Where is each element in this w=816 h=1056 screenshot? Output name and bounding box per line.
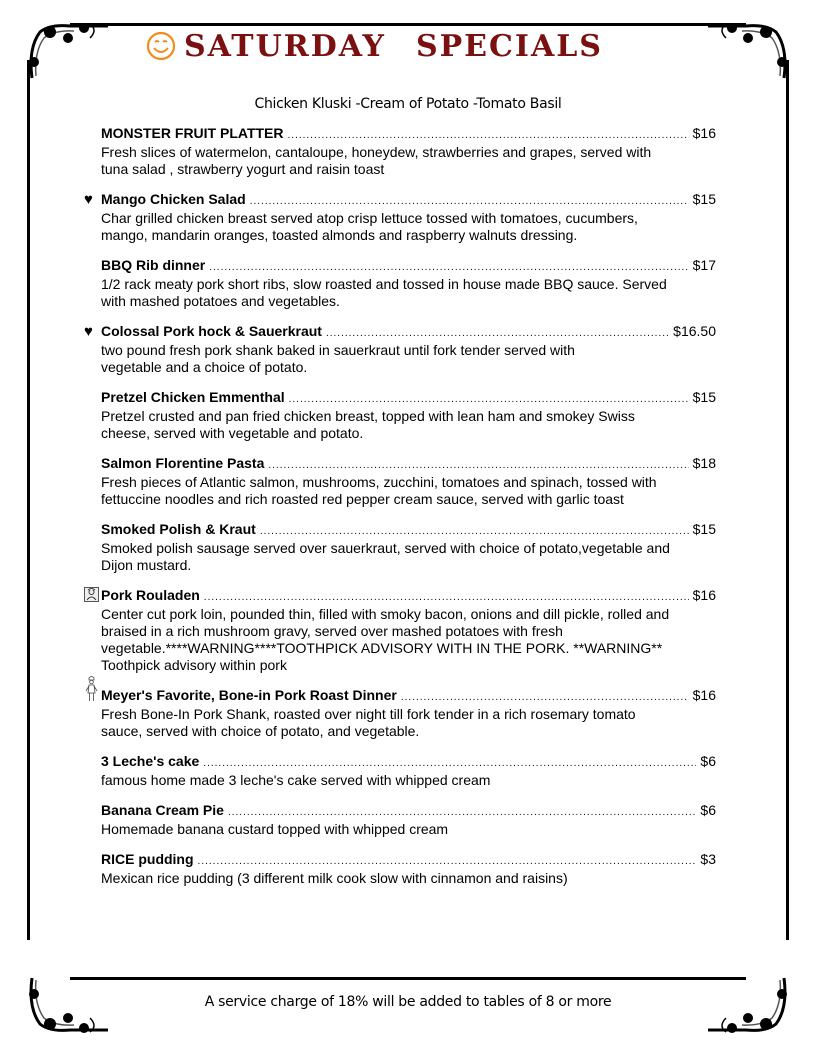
service-charge-note: A service charge of 18% will be added to tables of 8 or more xyxy=(204,994,612,1010)
menu-item-header xyxy=(101,389,716,408)
menu-item-name: Pretzel Chicken Emmenthal xyxy=(101,389,285,405)
menu-item-description: famous home made 3 leche's cake served with whipped cream xyxy=(101,772,491,788)
menu-item-name: MONSTER FRUIT PLATTER xyxy=(101,125,284,141)
ornament-corner-top-right-icon xyxy=(706,18,796,88)
menu-item-header xyxy=(101,753,716,772)
menu-item xyxy=(101,257,716,310)
menu-item-price: $16 xyxy=(692,125,716,141)
menu-item xyxy=(101,802,716,838)
menu-item-header xyxy=(101,521,716,540)
menu-item-name: Smoked Polish & Kraut xyxy=(101,521,256,537)
heart-icon: ♥ xyxy=(84,323,93,340)
menu-item-price: $18 xyxy=(692,455,716,471)
menu-item-name: Pork Rouladen xyxy=(101,587,200,603)
menu-item-description: Mexican rice pudding (3 different milk cook slow with cinnamon and raisins) xyxy=(101,870,568,886)
menu-item xyxy=(101,389,716,442)
dot-leader xyxy=(268,457,688,474)
menu-item-price: $16 xyxy=(692,587,716,603)
menu-item-description: Homemade banana custard topped with whipped cream xyxy=(101,821,449,837)
menu-item-header xyxy=(101,455,716,474)
title-word-specials: SPECIALS xyxy=(415,28,603,64)
title-word-saturday: SATURDAY xyxy=(184,28,386,64)
menu-item-name: Mango Chicken Salad xyxy=(101,191,246,207)
menu-item-description: Center cut pork loin, pounded thin, filled with smoky bacon, onions and dill pickle, rolled and braised in a rich mushroom gravy, served over mashed potatoes with fresh vegetable.****WARNING****TOOTHPICK ADVISORY WITH IN THE PORK. **WARNING** Toothpick advisory within pork xyxy=(101,606,670,673)
dot-leader xyxy=(204,589,689,606)
border-bottom xyxy=(70,977,746,980)
dot-leader xyxy=(250,193,689,210)
dot-leader xyxy=(260,523,689,540)
menu-item-name: 3 Leche's cake xyxy=(101,753,200,769)
menu-item xyxy=(101,851,716,887)
menu-item-name: RICE pudding xyxy=(101,851,194,867)
menu-item-header xyxy=(101,687,716,706)
menu-item-price: $3 xyxy=(700,851,716,867)
border-left xyxy=(27,60,30,940)
dot-leader xyxy=(326,325,669,342)
menu-item-price: $15 xyxy=(692,521,716,537)
chef-picture-icon xyxy=(84,586,99,603)
menu-item-description: Fresh pieces of Atlantic salmon, mushrooms, zucchini, tomatoes and spinach, tossed with fettuccine noodles and rich roasted red pepper cream sauce, served with garlic toast xyxy=(101,474,657,507)
menu-item-header xyxy=(101,802,716,821)
menu-item-price: $17 xyxy=(692,257,716,273)
menu-item-name: Meyer's Favorite, Bone-in Pork Roast Dinner xyxy=(101,687,397,703)
menu-item xyxy=(101,521,716,574)
border-right xyxy=(786,60,789,940)
dot-leader xyxy=(203,755,696,772)
dot-leader xyxy=(289,391,689,408)
menu-item xyxy=(101,753,716,789)
menu-item-price: $15 xyxy=(692,389,716,405)
dot-leader xyxy=(288,127,689,144)
menu-item-header xyxy=(101,323,716,342)
menu-item xyxy=(101,125,716,178)
menu-item-name: Banana Cream Pie xyxy=(101,802,224,818)
menu-list xyxy=(84,125,716,900)
menu-item-description: Fresh Bone-In Pork Shank, roasted over night till fork tender in a rich rosemary tomato sauce, served with choice of potato, and vegetable. xyxy=(101,706,636,739)
heart-icon: ♥ xyxy=(84,191,93,208)
menu-item-header xyxy=(101,125,716,144)
menu-item-description: Fresh slices of watermelon, cantaloupe, honeydew, strawberries and grapes, served with tuna salad , strawberry yogurt and raisin toast xyxy=(101,144,652,177)
page-title xyxy=(184,29,603,64)
menu-item-description: Char grilled chicken breast served atop crisp lettuce tossed with tomatoes, cucumbers, mango, mandarin oranges, toasted almonds and raspberry walnuts dressing. xyxy=(101,210,638,243)
menu-item-name: Colossal Pork hock & Sauerkraut xyxy=(101,323,322,339)
menu-item-header xyxy=(101,191,716,210)
dot-leader xyxy=(401,689,689,706)
menu-item-price: $16 xyxy=(692,687,716,703)
dot-leader xyxy=(198,853,697,870)
menu-item-description: two pound fresh pork shank baked in sauerkraut until fork tender served with vegetable and a choice of potato. xyxy=(101,342,575,375)
menu-item-name: Salmon Florentine Pasta xyxy=(101,455,265,471)
page-header xyxy=(146,26,646,66)
menu-item xyxy=(84,191,716,244)
menu-item-description: Smoked polish sausage served over sauerkraut, served with choice of potato,vegetable and Dijon mustard. xyxy=(101,540,670,573)
menu-item xyxy=(84,323,716,376)
menu-item-header xyxy=(101,257,716,276)
menu-item-price: $6 xyxy=(700,753,716,769)
menu-item-header xyxy=(101,587,716,606)
smiley-face-icon xyxy=(146,31,176,61)
dot-leader xyxy=(209,259,688,276)
dot-leader xyxy=(228,804,696,821)
soups-of-the-day: Chicken Kluski -Cream of Potato -Tomato Basil xyxy=(254,96,562,112)
menu-item-price: $16.50 xyxy=(673,323,716,339)
menu-item-description: 1/2 rack meaty pork short ribs, slow roasted and tossed in house made BBQ sauce. Served with mashed potatoes and vegetables. xyxy=(101,276,667,309)
menu-item-price: $6 xyxy=(700,802,716,818)
menu-item-price: $15 xyxy=(692,191,716,207)
menu-item-description: Pretzel crusted and pan fried chicken breast, topped with lean ham and smokey Swiss cheese, served with vegetable and potato. xyxy=(101,408,635,441)
menu-item-header xyxy=(101,851,716,870)
menu-item xyxy=(101,587,716,674)
chef-figure-icon xyxy=(84,675,99,703)
menu-item xyxy=(101,687,716,740)
menu-item xyxy=(101,455,716,508)
menu-item-name: BBQ Rib dinner xyxy=(101,257,206,273)
ornament-corner-top-left-icon xyxy=(20,18,110,88)
